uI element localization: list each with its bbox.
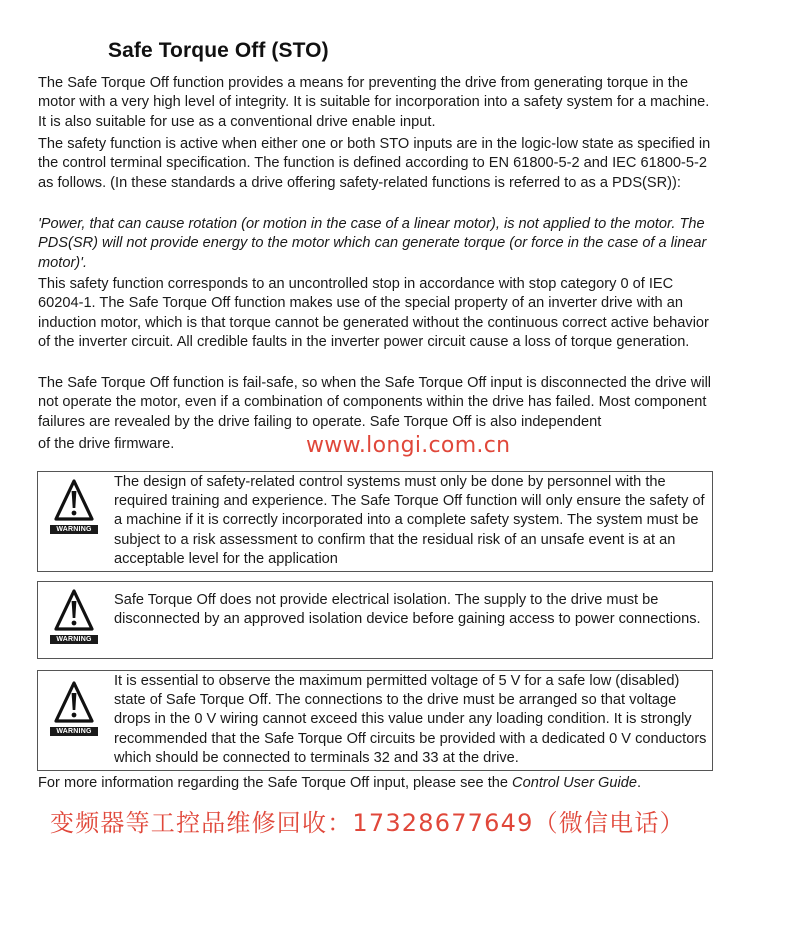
paragraph-fail-safe-tail: of the drive firmware. <box>38 436 175 453</box>
warning-box-design <box>37 471 713 572</box>
footer-note <box>38 774 641 793</box>
page-title: Safe Torque Off (STO) <box>108 39 329 62</box>
guide-reference: Control User Guide <box>512 775 637 791</box>
warning-text: The design of safety-related control systems must only be done by personnel with the required training and experience. The Safe Torque Off function will only ensure the safety of a machine if it is correctly incorporated into a complete safety system. The system must be subject to a risk assessment to confirm that the residual risk of an unsafe event is at an acceptable level for the application <box>114 474 705 567</box>
warning-label: WARNING <box>50 635 98 644</box>
warning-triangle-icon <box>54 479 94 523</box>
paragraph-safety-function: The safety function is active when either one or both STO inputs are in the logic-low state as specified in the control terminal specification. The function is defined according to EN 61800-5-2 and IEC 61800-5-2 as follows. (In these standards a drive offering safety-related functions is referred to as a PDS(SR)): <box>38 136 711 191</box>
watermark-url: www.longi.com.cn <box>306 433 511 458</box>
paragraph-standard-quote: 'Power, that can cause rotation (or motion in the case of a linear motor), is not applied to the motor. The PDS(SR) will not provide energy to the motor which can generate torque (or force in the case of a linear motor)'. <box>38 216 707 271</box>
warning-label: WARNING <box>50 727 98 736</box>
paragraph-stop-category: This safety function corresponds to an uncontrolled stop in accordance with stop category 0 of IEC 60204-1. The Safe Torque Off function makes use of the special property of an inverter drive with an induction motor, which is that torque cannot be generated without the continuous correct active behavior of the inverter circuit. All credible faults in the inverter power circuit cause a loss of torque generation. <box>38 276 709 351</box>
warning-badge <box>48 681 100 736</box>
warning-label: WARNING <box>50 525 98 534</box>
footer-note-suffix: . <box>636 775 642 791</box>
warning-box-isolation <box>37 581 713 659</box>
warning-text: Safe Torque Off does not provide electrical isolation. The supply to the drive must be disconnected by an approved isolation device before gaining access to power connections. <box>114 592 701 628</box>
paragraph-fail-safe-text: The Safe Torque Off function is fail-safe, so when the Safe Torque Off input is disconnected the drive will not operate the motor, even if a combination of components within the drive has failed. Most component failures are revealed by the drive failing to operate. Safe Torque Off is also independent <box>38 375 712 430</box>
warning-triangle-icon <box>54 589 94 633</box>
paragraph-intro: The Safe Torque Off function provides a means for preventing the drive from generating torque in the motor with a very high level of integrity. It is suitable for incorporation into a safety system for a machine. It is also suitable for use as a conventional drive enable input. <box>38 75 710 130</box>
warning-badge <box>48 589 100 644</box>
footer-note-prefix: For more information regarding the Safe Torque Off input, please see the <box>38 775 513 791</box>
contact-watermark: 变频器等工控品维修回收：17328677649（微信电话） <box>50 809 685 837</box>
warning-text: It is essential to observe the maximum permitted voltage of 5 V for a safe low (disabled) state of Safe Torque Off. The connections to the drive must be arranged so that voltage drops in the 0 V wiring cannot exceed this value under any loading condition. It is strongly recommended that the Safe Torque Off circuits be provided with a dedicated 0 V conductors which should be connected to terminals 32 and 33 at the drive. <box>114 673 707 766</box>
warning-box-voltage <box>37 670 713 771</box>
warning-badge <box>48 479 100 534</box>
warning-triangle-icon <box>54 681 94 725</box>
